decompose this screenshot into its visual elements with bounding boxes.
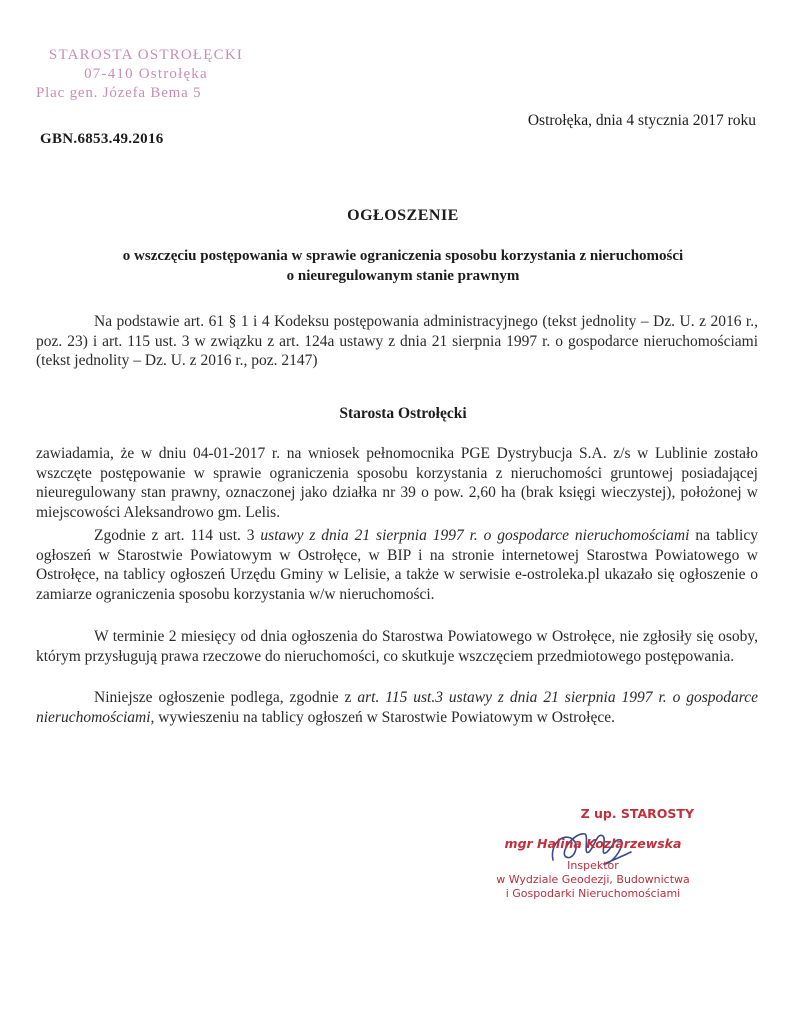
stamp-line-3: Plac gen. Józefa Bema 5 [36, 85, 202, 101]
publication-paragraph [36, 526, 758, 604]
document-date: Ostrołęka, dnia 4 stycznia 2017 roku [527, 112, 756, 129]
legal-basis-paragraph [36, 312, 758, 371]
stamp-line-2: 07-410 Ostrołęka [84, 66, 208, 82]
subtitle-line-1: o wszczęciu postępowania w sprawie ograniczenia sposobu korzystania z nieruchomości [122, 248, 684, 264]
document-subtitle [60, 246, 746, 286]
publication-text-b: na tablicy ogłoszeń w Starostwie Powiatowym w Ostrołęce, w BIP i na stronie internetowej Starostwa Powiatowego w Ostrołęce, na tablicy ogłoszeń Urzędu Gminy w Lelisie, a także w serwisie e-ostroleka.pl ukazało się ogłoszenie o zamiarze ograniczenia sposobu korzystania w/w nieruchomości. [36, 527, 758, 603]
document-title: OGŁOSZENIE [347, 207, 459, 224]
signatory-name: mgr Halina Kozlarzewska [504, 836, 682, 851]
signature-stamp [478, 805, 708, 901]
publication-text-italic: ustawy z dnia 21 sierpnia 1997 r. o gospodarce nieruchomościami [260, 527, 690, 544]
signatory-department-1: w Wydziale Geodezji, Budownictwa [496, 873, 690, 886]
signatory-department-2: i Gospodarki Nieruchomościami [505, 887, 681, 900]
posting-text-italic: art. 115 ust.3 ustawy z dnia 21 sierpnia 1997 r. o gospodarce nieruchomościami, [36, 689, 758, 726]
publication-text-a: Zgodnie z art. 114 ust. 3 [94, 527, 261, 544]
deadline-text: W terminie 2 miesięcy od dnia ogłoszenia do Starostwa Powiatowego w Ostrołęce, nie zgłosiły się osoby, którym przysługują prawa rzeczowe do nieruchomości, co skutkuje wszczęciem przedmiotowego postępowania. [36, 628, 758, 665]
posting-text-a: Niniejsze ogłoszenie podlega, zgodnie z [94, 689, 358, 706]
signature-authorization: Z up. STAROSTY [580, 806, 694, 821]
stamp-line-1: STAROSTA OSTROŁĘCKI [48, 47, 244, 63]
subtitle-line-2: o nieuregulowanym stanie prawnym [286, 268, 520, 284]
office-stamp [36, 46, 256, 103]
signatory-role: Inspektor [567, 859, 619, 872]
reference-number: GBN.6853.49.2016 [40, 131, 164, 147]
notice-paragraph: zawiadamia, że w dniu 04-01-2017 r. na wniosek pełnomocnika PGE Dystrybucja S.A. z/s w Lublinie zostało wszczęte postępowanie w sprawie ograniczenia sposobu korzystania z nieruchomości gruntowej posiadającej nieuregulowany stan prawny, oznaczonej jako działka nr 39 o pow. 2,60 ha (brak księgi wieczystej), położonej w miejscowości Aleksandrowo gm. Lelis. [36, 445, 758, 521]
deadline-paragraph [36, 627, 758, 666]
authority-heading: Starosta Ostrołęcki [339, 405, 467, 422]
posting-paragraph [36, 688, 758, 727]
legal-basis-text: Na podstawie art. 61 § 1 i 4 Kodeksu postępowania administracyjnego (tekst jednolity – Dz. U. z 2016 r., poz. 23) i art. 115 ust. 3 w związku z art. 124a ustawy z dnia 21 sierpnia 1997 r. o gospodarce nieruchomościami (tekst jednolity – Dz. U. z 2016 r., poz. 2147) [36, 313, 758, 369]
posting-text-b: wywieszeniu na tablicy ogłoszeń w Starostwie Powiatowym w Ostrołęce. [154, 708, 615, 726]
